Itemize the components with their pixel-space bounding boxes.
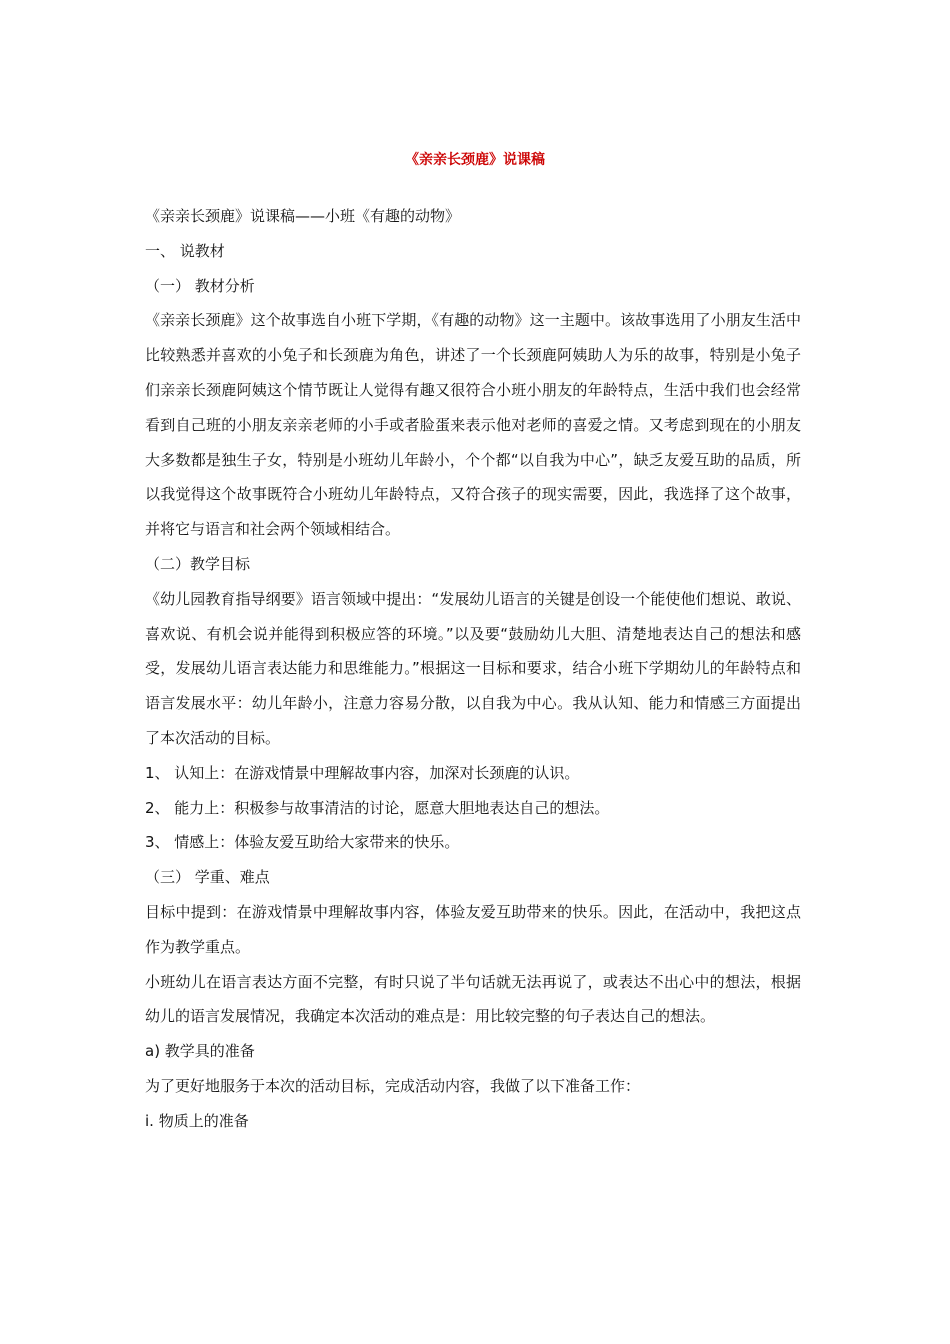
subheading-key-points: （三） 学重、难点 [145,868,270,887]
paragraph-key-points: 目标中提到：在游戏情景中理解故事内容，体验友爱互助带来的快乐。因此，在活动中，我把这点作为教学重点。 [145,902,801,956]
goal-item-cognition: 1、 认知上：在游戏情景中理解故事内容，加深对长颈鹿的认识。 [145,763,580,782]
paragraph-difficult-points: 小班幼儿在语言表达方面不完整，有时只说了半句话就无法再说了，或表达不出心中的想法，根据幼儿的语言发展情况，我确定本次活动的难点是：用比较完整的句子表达自己的想法。 [145,972,801,1026]
paragraph-teaching-goals: 《幼儿园教育指导纲要》语言领域中提出：“发展幼儿语言的关键是创设一个能使他们想说、敢说、喜欢说、有机会说并能得到积极应答的环境。”以及要“鼓励幼儿大胆、清楚地表达自己的想法和感受，发展幼儿语言表达能力和思维能力。”根据这一目标和要求，结合小班下学期幼儿的年龄特点和语言发展水平：幼儿年龄小，注意力容易分散，以自我为中心。我从认知、能力和情感三方面提出了本次活动的目标。 [145,589,801,747]
goal-item-ability: 2、 能力上：积极参与故事清洁的讨论，愿意大胆地表达自己的想法。 [145,798,610,817]
goal-item-emotion: 3、 情感上：体验友爱互助给大家带来的快乐。 [145,833,460,852]
section-heading-textbook: 一、 说教材 [145,241,225,260]
document-body [145,199,801,1139]
document-subtitle: 《亲亲长颈鹿》说课稿——小班《有趣的动物》 [145,207,461,225]
list-item-material-prep: i. 物质上的准备 [145,1111,249,1130]
subheading-teaching-goals: （二）教学目标 [145,554,251,573]
subheading-material-analysis: （一） 教材分析 [145,276,255,295]
document-title: 《亲亲长颈鹿》说课稿 [405,152,545,168]
paragraph-material-analysis: 《亲亲长颈鹿》这个故事选自小班下学期，《有趣的动物》这一主题中。该故事选用了小朋友生活中比较熟悉并喜欢的小兔子和长颈鹿为角色，讲述了一个长颈鹿阿姨助人为乐的故事，特别是小兔子们亲亲长颈鹿阿姨这个情节既让人觉得有趣又很符合小班小朋友的年龄特点，生活中我们也会经常看到自己班的小朋友亲亲老师的小手或者脸蛋来表示他对老师的喜爱之情。又考虑到现在的小朋友大多数都是独生子女，特别是小班幼儿年龄小，个个都“以自我为中心”，缺乏友爱互助的品质，所以我觉得这个故事既符合小班幼儿年龄特点，又符合孩子的现实需要，因此，我选择了这个故事，并将它与语言和社会两个领域相结合。 [145,311,801,539]
paragraph-preparation: 为了更好地服务于本次的活动目标，完成活动内容，我做了以下准备工作： [145,1076,641,1095]
subheading-teaching-materials: a) 教学具的准备 [145,1042,255,1061]
